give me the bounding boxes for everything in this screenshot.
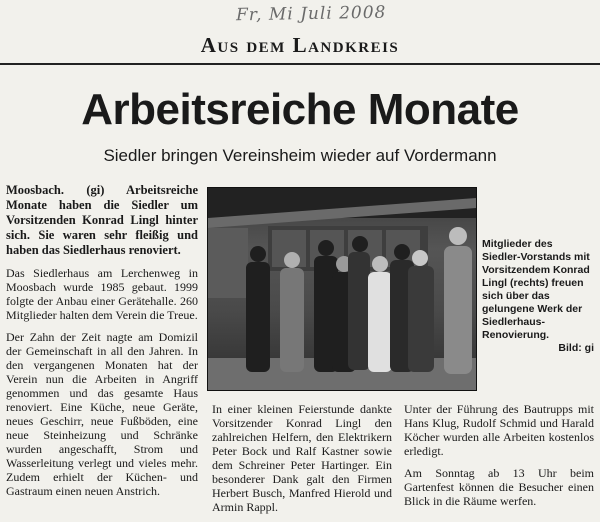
article-paragraph: Unter der Führung des Bautrupps mit Hans Klug, Rudolf Schmid und Harald Köcher wurden alle Arbeiten kostenlos erledigt. xyxy=(404,402,594,458)
article-column-2 xyxy=(212,402,392,522)
article-column-3 xyxy=(404,402,594,516)
section-rule xyxy=(0,63,600,65)
article-headline: Arbeitsreiche Monate xyxy=(81,85,519,134)
photo-caption-text: Mitglieder des Siedler-Vorstands mit Vorsitzendem Konrad Lingl (rechts) freuen sich über das gelungene Werk der Siedlerhaus-Renovierung. xyxy=(482,238,590,341)
section-title: Aus dem Landkreis xyxy=(200,33,400,57)
article-photo xyxy=(207,187,477,391)
article-lead: Moosbach. (gi) Arbeitsreiche Monate haben die Siedler um Vorsitzenden Konrad Lingl hinter sich. Sie waren sehr fleißig und haben das Siedlerhaus renoviert. xyxy=(6,183,198,257)
article-paragraph: Das Siedlerhaus am Lerchenweg in Moosbach wurde 1985 gebaut. 1999 folgte der Anbau einer Gerätehalle. 260 Mitglieder halten dem Verein die Treue. xyxy=(6,266,198,322)
article-paragraph: Der Zahn der Zeit nagte am Domizil der Gemeinschaft in all den Jahren. In den vergangenen Monaten hat der Verein nun die Arbeiten in Angriff genommen und das gesamte Haus renoviert. Eine Küche, neue Geräte, neues Geschirr, neue Fußböden, eine neue Steinheizung und Schränke wurden angeschafft, Strom und Wasserleitung verlegt und vieles mehr. Zudem erhielt der Küchen- und Gastraum einen neuen Anstrich. xyxy=(6,330,198,498)
handwritten-date: Fr, Mi Juli 2008 xyxy=(235,2,387,26)
photo-credit: Bild: gi xyxy=(558,342,594,354)
article-subheadline: Siedler bringen Vereinsheim wieder auf Vordermann xyxy=(103,146,497,165)
article-column-1 xyxy=(6,183,198,506)
article-paragraph: Am Sonntag ab 13 Uhr beim Gartenfest können die Besucher einen Blick in die Räume werfen. xyxy=(404,466,594,508)
photo-caption xyxy=(482,238,594,355)
group-photo-illustration xyxy=(208,188,476,390)
article-paragraph: In einer kleinen Feierstunde dankte Vorsitzender Konrad Lingl den zahlreichen Helfern, den Elektrikern Peter Bock und Ralf Kastner sowie dem Schreiner Peter Hartinger. Ein besonderer Dank galt den Firmen Herbert Busch, Manfred Hierold und Armin Rappl. xyxy=(212,402,392,514)
